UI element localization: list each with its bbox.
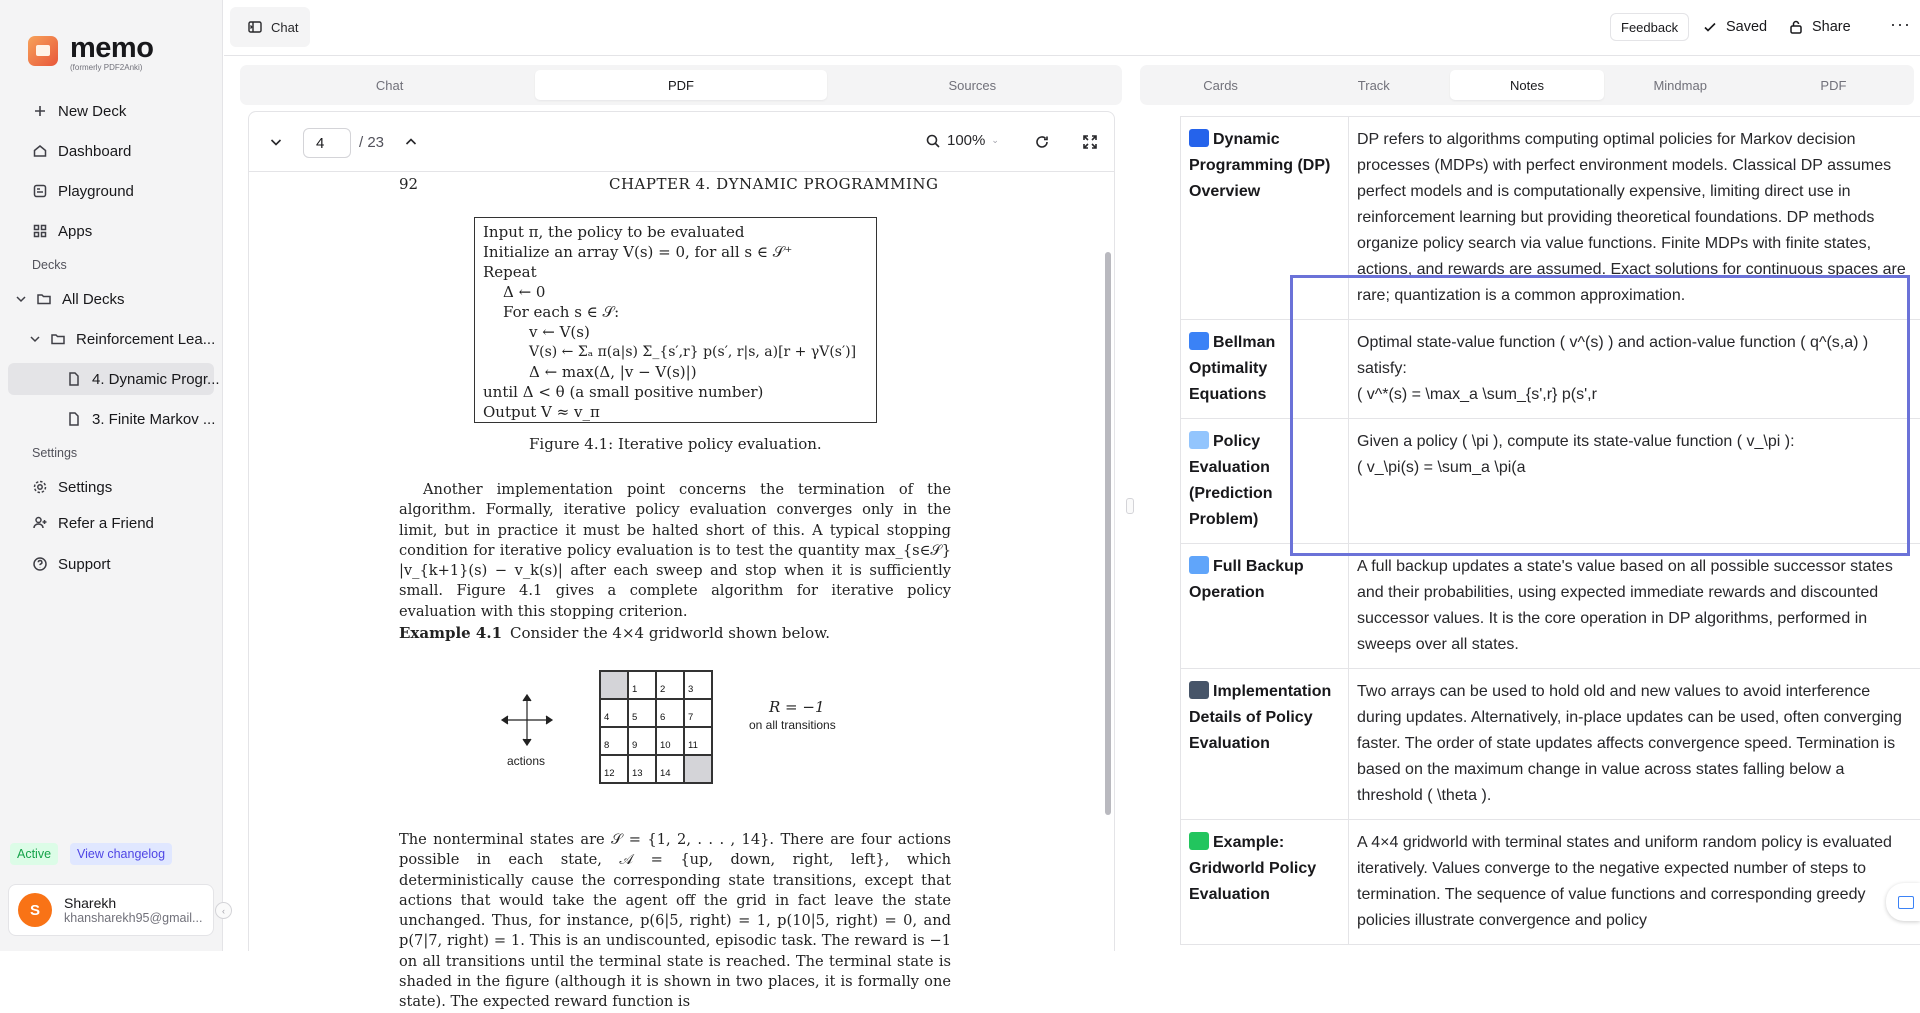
algorithm-box (474, 217, 877, 423)
example-text: Consider the 4×4 gridworld shown below. (510, 624, 831, 642)
nav-new-deck[interactable] (8, 94, 214, 128)
table-row (1180, 820, 1920, 945)
top-bar (224, 0, 1920, 56)
settings-section-label: Settings (32, 446, 78, 460)
table-row (1180, 544, 1920, 669)
grid-cell: 6 (656, 699, 684, 727)
grid-cell: 11 (684, 727, 712, 755)
table-row (1180, 669, 1920, 820)
note-body[interactable]: Two arrays can be used to hold old and new values to avoid interference during updates. Alternatively, in-place updates can be used, often converging faster. The order of state updates affects convergence speed. Termination is based on the maximum change in value across states falling below a threshold ( \theta ). (1357, 683, 1902, 804)
zoom-select[interactable] (925, 132, 999, 149)
page-header-title: CHAPTER 4. DYNAMIC PROGRAMMING (609, 175, 939, 193)
paragraph-termination: Another implementation point concerns the termination of the algorithm. Formally, iterative policy evaluation converges only in the limit, but in practice it must be halted short of this. A typical stopping condition for iterative policy evaluation is to test the quantity max_{s∈𝒮} |v_{k+1}(s) − v_k(s)| after each sweep and stop when it is sufficiently small. Figure 4.1 gives a complete algorithm for iterative policy evaluation with this stopping criterion. (399, 481, 951, 620)
actions-label: actions (507, 754, 546, 768)
share-label: Share (1812, 19, 1851, 35)
algo-line: Output V ≈ v_π (483, 403, 600, 421)
saved-status[interactable] (1702, 16, 1767, 38)
magnifier-icon (1189, 431, 1209, 449)
note-title: Full Backup Operation (1189, 558, 1304, 601)
grid-cell: 10 (656, 727, 684, 755)
floating-capture-icon[interactable] (1886, 883, 1920, 921)
tree-label: All Decks (62, 290, 125, 308)
actions-arrows-icon (499, 692, 555, 748)
note-body[interactable]: A 4×4 gridworld with terminal states and uniform random policy is evaluated iteratively. Values converge to the negative expected number of steps to termination. The sequence of value functions and corresponding greedy policies illustrate convergence and policy (1357, 834, 1892, 929)
note-title: Dynamic Programming (DP) Overview (1189, 131, 1331, 200)
chat-toggle-button[interactable] (230, 7, 310, 47)
nav-label: Dashboard (58, 142, 132, 160)
folder-icon (36, 291, 52, 307)
check-icon (1702, 19, 1718, 35)
tab-mindmap[interactable]: Mindmap (1653, 77, 1707, 93)
table-row (1180, 117, 1920, 320)
note-heading (1180, 117, 1349, 319)
grid-cell: 14 (656, 755, 684, 783)
nav-label: New Deck (58, 102, 127, 120)
home-icon (32, 143, 48, 159)
grid-cell: 13 (628, 755, 656, 783)
memo-logo-icon (28, 36, 58, 66)
tab-pdf[interactable]: PDF (535, 70, 826, 100)
example-label: Example 4.1 (399, 624, 503, 642)
paragraph-nonterminal-states: The nonterminal states are 𝒮 = {1, 2, . . . , 14}. There are four actions possible in each state, 𝒜 = {up, down, right, left}, which deterministically cause the corresponding state transitions, except that actions that would take the agent off the grid in fact leave the state unchanged. Thus, for instance, p(6|5, right) = 1, p(10|5, right) = 0, and p(7|7, right) = 1. This is an undiscounted, episodic task. The reward is −1 on all transitions until the terminal state is reached. The terminal state is shaded in the figure (although it is shown in two places, it is formally one state). The expected reward function is (399, 831, 951, 1011)
folder-icon (50, 331, 66, 347)
book-icon (1189, 129, 1209, 147)
plus-icon (32, 103, 48, 119)
grid-cell: 3 (684, 671, 712, 699)
nav-apps[interactable] (8, 214, 214, 248)
nav-label: Playground (58, 182, 134, 200)
algo-line: Initialize an array V(s) = 0, for all s ∈ 𝒮⁺ (483, 243, 793, 261)
gridworld-figure (499, 662, 859, 782)
help-circle-icon (32, 556, 48, 572)
nav-label: Support (58, 555, 111, 573)
feedback-button[interactable]: Feedback (1610, 13, 1689, 41)
sidebar (0, 0, 223, 951)
chat-toggle-label: Chat (271, 19, 299, 35)
nav-playground[interactable] (8, 174, 214, 208)
note-heading (1180, 320, 1349, 418)
next-page-chevron-down-icon[interactable] (267, 133, 285, 151)
note-heading (1180, 544, 1349, 668)
arrows-cycle-icon (1189, 556, 1209, 574)
algo-line: until Δ < θ (a small positive number) (483, 383, 764, 401)
grid-cell: 7 (684, 699, 712, 727)
tree-label: 3. Finite Markov ... (92, 410, 216, 428)
collapse-sidebar-icon[interactable]: ‹ (215, 902, 232, 919)
nav-settings[interactable] (8, 470, 214, 504)
algo-line: Repeat (483, 263, 537, 281)
tree-all-decks[interactable] (14, 283, 214, 315)
avatar: S (18, 893, 52, 927)
computer-icon (1189, 681, 1209, 699)
note-title: Example: Gridworld Policy Evaluation (1189, 834, 1317, 903)
algo-line: Δ ← 0 (503, 283, 546, 301)
nav-label: Refer a Friend (58, 514, 154, 532)
grid-cell: 8 (600, 727, 628, 755)
tree-label: Reinforcement Lea... (76, 330, 216, 348)
note-title: Implementation Details of Policy Evaluation (1189, 683, 1332, 752)
algo-line: V(s) ← Σₐ π(a|s) Σ_{s′,r} p(s′, r|s, a)[r + γV(s′)] (529, 344, 857, 360)
note-title: Policy Evaluation (Prediction Problem) (1189, 433, 1273, 528)
user-email: khansharekh95@gmail... (64, 911, 203, 925)
example-heading (399, 624, 830, 642)
logo-title: memo (70, 32, 154, 64)
left-panel-tabs (240, 65, 1122, 105)
nav-label: Apps (58, 222, 93, 240)
panel-resize-handle[interactable] (1126, 498, 1134, 514)
chevron-down-icon: ⌄ (991, 135, 999, 145)
user-plus-icon (32, 515, 48, 531)
tree-deck-finite-markov[interactable] (8, 403, 214, 435)
tree-deck-dynamic-programming[interactable] (8, 363, 220, 395)
grid-cell: 1 (628, 671, 656, 699)
view-changelog-link[interactable]: View changelog (70, 843, 172, 865)
table-row (1180, 419, 1920, 544)
pdf-scrollbar[interactable] (1105, 252, 1111, 815)
logo-subtitle: (formerly PDF2Anki) (70, 63, 143, 72)
panel-toggle-icon (247, 19, 263, 35)
tab-cards[interactable]: Cards (1203, 77, 1238, 93)
table-row (1180, 320, 1920, 419)
note-heading (1180, 669, 1349, 819)
nav-refer-friend[interactable] (8, 506, 214, 540)
tab-notes[interactable]: Notes (1450, 70, 1603, 100)
notes-table (1180, 116, 1920, 945)
algo-line: For each s ∈ 𝒮: (503, 303, 620, 321)
tree-label: 4. Dynamic Progr... (92, 370, 220, 388)
nav-dashboard[interactable] (8, 134, 214, 168)
pdf-viewer[interactable] (248, 111, 1115, 1011)
grid-cell-terminal (600, 671, 628, 699)
picture-icon (1189, 832, 1209, 850)
page-number-input[interactable]: 4 (303, 128, 351, 158)
tab-sources[interactable]: Sources (948, 77, 997, 93)
grid-icon (32, 223, 48, 239)
grid-cell: 2 (656, 671, 684, 699)
refresh-icon[interactable] (1033, 133, 1051, 151)
figure-caption: Figure 4.1: Iterative policy evaluation. (529, 435, 822, 453)
reward-caption: on all transitions (749, 718, 836, 732)
pdf-toolbar (249, 112, 1114, 172)
right-panel-tabs (1140, 65, 1914, 105)
fullscreen-icon[interactable] (1081, 133, 1099, 151)
grid-cell: 4 (600, 699, 628, 727)
note-body[interactable]: Given a policy ( \pi ), compute its state-value function ( v_\pi ): ( v_\pi(s) = \sum_a \pi(a (1357, 433, 1795, 476)
zoom-value: 100% (947, 132, 986, 149)
status-badge-active: Active (10, 843, 58, 865)
reward-label: R = −1 (769, 698, 825, 716)
numbers-icon (1189, 332, 1209, 350)
algo-line: v ← V(s) (529, 323, 590, 341)
grid-cell: 9 (628, 727, 656, 755)
share-button[interactable] (1788, 16, 1851, 38)
chevron-down-icon[interactable] (28, 332, 42, 346)
notes-panel[interactable] (1140, 111, 1920, 951)
note-body[interactable]: Optimal state-value function ( v^(s) ) and action-value function ( q^(s,a) ) satisfy: ( v^*(s) = \max_a \sum_{s',r} p(s',r (1357, 334, 1869, 403)
file-icon (66, 411, 82, 427)
prev-page-chevron-up-icon[interactable] (402, 133, 420, 151)
saved-label: Saved (1726, 19, 1768, 35)
decks-section-label: Decks (32, 258, 67, 272)
playground-icon (32, 183, 48, 199)
gridworld-grid (599, 670, 713, 784)
note-heading (1180, 820, 1349, 944)
tab-chat[interactable]: Chat (375, 77, 404, 93)
note-heading (1180, 419, 1349, 543)
pdf-page-content (399, 172, 999, 1011)
nav-support[interactable] (8, 547, 214, 581)
note-title: Bellman Optimality Equations (1189, 334, 1276, 403)
tab-track[interactable]: Track (1357, 77, 1390, 93)
grid-cell: 12 (600, 755, 628, 783)
grid-cell: 5 (628, 699, 656, 727)
user-name: Sharekh (64, 895, 117, 911)
user-card[interactable] (8, 884, 214, 936)
chevron-down-icon[interactable] (14, 292, 28, 306)
tab-right-pdf[interactable]: PDF (1820, 77, 1847, 93)
app-logo[interactable] (28, 34, 153, 72)
gear-icon (32, 479, 48, 495)
page-total: / 23 (359, 134, 385, 151)
file-icon (66, 371, 82, 387)
page-header-number: 92 (399, 175, 419, 193)
zoom-search-icon (925, 133, 941, 149)
grid-cell-terminal (684, 755, 712, 783)
tree-folder-reinforcement[interactable] (28, 323, 214, 355)
note-body[interactable]: A full backup updates a state's value based on all possible successor states and their probabilities, using expected immediate rewards and discounted successor values. It is the core operation in DP algorithms, performed in sweeps over all states. (1357, 558, 1893, 653)
algo-line: Δ ← max(Δ, |v − V(s)|) (529, 363, 697, 381)
nav-label: Settings (58, 478, 113, 496)
more-options-icon[interactable]: ··· (1890, 14, 1911, 34)
note-body[interactable]: DP refers to algorithms computing optimal policies for Markov decision processes (MDPs) with perfect environment models. Classical DP assumes perfect models and is computationally expensive, limiting direct use in reinforcement learning but providing theoretical foundations. DP methods organize policy search via value functions. Finite MDPs with finite states, actions, and rewards are assumed. Exact solutions for continuous spaces are rare; quantization is a common approximation. (1357, 131, 1906, 304)
algo-line: Input π, the policy to be evaluated (483, 223, 745, 241)
lock-icon (1788, 19, 1804, 35)
